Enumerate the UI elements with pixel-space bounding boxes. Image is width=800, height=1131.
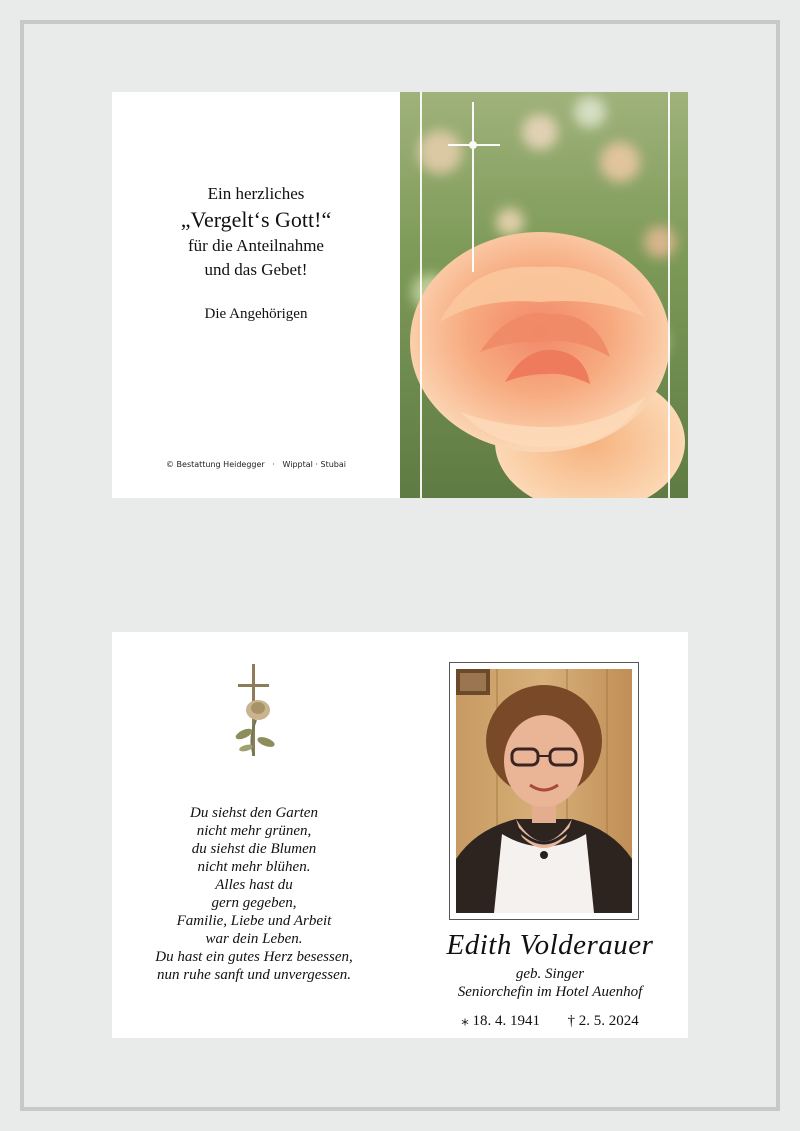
thanks-line-4: und das Gebet! — [204, 260, 308, 279]
deceased-name: Edith Volderauer — [446, 929, 654, 961]
memorial-card — [112, 632, 688, 1038]
poem-line: nun ruhe sanft und unvergessen. — [156, 967, 351, 983]
portrait-frame — [449, 662, 639, 920]
rose-photo — [400, 92, 688, 498]
thanks-line-3: für die Anteilnahme — [188, 236, 324, 255]
thank-you-card — [112, 92, 688, 498]
copyright-note: © Bestattung Heidegger · Wipptal · Stubai — [165, 460, 346, 469]
maiden-name: geb. Singer — [515, 966, 585, 982]
deceased-title: Seniorchefin im Hotel Auenhof — [457, 984, 643, 1000]
poem-line: Alles hast du — [215, 877, 293, 893]
cross-rose-icon — [224, 660, 284, 770]
memorial-poem — [112, 804, 396, 984]
poem-line: war dein Leben. — [205, 931, 303, 947]
poem-line: gern gegeben, — [211, 895, 297, 911]
signature: Die Angehörigen — [204, 306, 308, 322]
thanks-line-2: „Vergelt‘s Gott!“ — [180, 207, 332, 232]
portrait-photo — [456, 669, 632, 913]
deceased-details — [400, 965, 688, 1001]
thank-you-text — [112, 182, 400, 324]
poem-line: Du hast ein gutes Herz besessen, — [155, 949, 353, 965]
poem-line: Du siehst den Garten — [190, 805, 318, 821]
life-dates — [400, 1012, 688, 1030]
poem-line: nicht mehr blühen. — [197, 859, 311, 875]
poem-line: du siehst die Blumen — [191, 841, 317, 857]
death-date: † 2. 5. 2024 — [567, 1013, 639, 1029]
birth-date: ⁎ 18. 4. 1941 — [461, 1013, 540, 1029]
thanks-line-1: Ein herzliches — [207, 184, 305, 203]
poem-line: Familie, Liebe und Arbeit — [176, 913, 332, 929]
poem-line: nicht mehr grünen, — [196, 823, 312, 839]
